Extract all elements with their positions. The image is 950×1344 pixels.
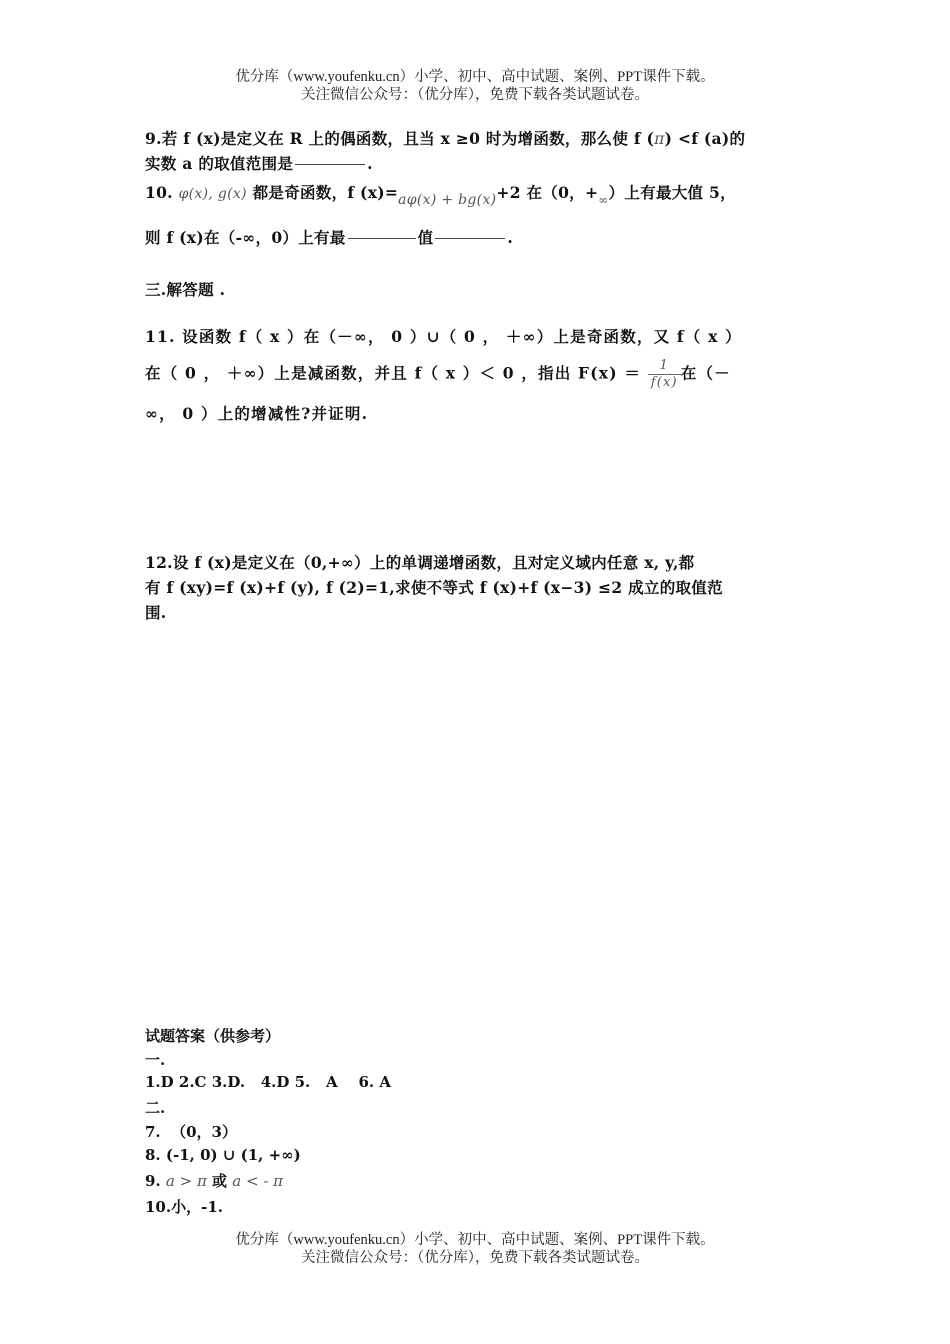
answer-blank — [435, 238, 505, 239]
footer-line-1: 优分库（www.youfenku.cn）小学、初中、高中试题、案例、PPT课件下载。 — [235, 1232, 715, 1248]
question-11-line-1: 11. 设函数 f（ x ）在（－∞， 0 ）∪（ 0 ， ＋∞）上是奇函数，又 f（ x ） — [145, 327, 742, 346]
q10-number: 10. — [145, 183, 173, 202]
q10-text-c: ）上有最大值 5， — [608, 183, 736, 202]
pi-symbol: π — [654, 130, 665, 148]
question-10-line-1 — [145, 181, 736, 208]
question-9-line-2 — [145, 152, 373, 174]
question-12-line-3: 围. — [145, 603, 167, 622]
q9-text-d: . — [367, 154, 373, 173]
answers-part-2: 二. — [145, 1099, 166, 1117]
answer-9-expr-2: a < - π — [232, 1172, 284, 1190]
question-12-line-1: 12.设 f (x)是定义在（0,+∞）上的单调递增函数，且对定义域内任意 x, y,都 — [145, 553, 695, 572]
q9-text-a: 9.若 f (x)是定义在 R 上的偶函数，且当 x ≥0 时为增函数，那么使 f ( — [145, 129, 655, 148]
answer-10: 10.小，-1. — [145, 1198, 223, 1216]
answers-title: 试题答案（供参考） — [145, 1027, 281, 1045]
q10-text-e: 值 — [417, 228, 434, 247]
answer-9-expr-1: a > π — [165, 1172, 207, 1190]
answer-8: 8. (-1, 0) ∪ (1, +∞) — [145, 1146, 301, 1164]
q11-text-b: 在（－ — [680, 363, 731, 383]
question-9-line-1 — [145, 127, 745, 149]
fraction-denominator: f(x) — [650, 375, 678, 390]
answer-blank — [295, 164, 365, 165]
q9-text-b: ) <f (a)的 — [664, 129, 746, 148]
answer-7: 7. （0，3） — [145, 1123, 237, 1141]
q10-expression: aφ(x) + bg(x) — [398, 192, 497, 208]
question-12-line-2: 有 f (xy)=f (x)+f (y), f (2)=1,求使不等式 f (x)+f (x−3) ≤2 成立的取值范 — [145, 578, 723, 597]
answers-part-1: 一. — [145, 1051, 166, 1069]
question-10-line-2 — [145, 226, 513, 248]
q9-text-c: 实数 a 的取值范围是 — [145, 154, 294, 173]
question-11-line-3: ∞， 0 ）上的增减性?并证明. — [145, 404, 369, 423]
fraction — [648, 358, 681, 391]
q10-text-a: 都是奇函数，f (x)= — [252, 183, 399, 202]
q11-text-a: 在（ 0 ， ＋∞）上是减函数，并且 f（ x ）＜ 0 ，指出 F(x) ＝ — [145, 363, 642, 383]
answers-row-1: 1.D 2.C 3.D. 4.D 5. A 6. A — [145, 1073, 391, 1091]
answer-9-number: 9. — [145, 1172, 161, 1190]
q10-text-f: . — [507, 228, 514, 247]
q10-text-b: +2 在（0，+ — [496, 183, 599, 202]
footer-line-2: 关注微信公众号：（优分库），免费下载各类试题试卷。 — [301, 1250, 649, 1266]
header-line-1: 优分库（www.youfenku.cn）小学、初中、高中试题、案例、PPT课件下载。 — [235, 69, 715, 85]
fraction-numerator: 1 — [648, 358, 681, 375]
infinity-symbol: ∞ — [598, 193, 609, 207]
header-line-2: 关注微信公众号：（优分库），免费下载各类试题试卷。 — [301, 87, 649, 103]
section-title: 三.解答题 . — [145, 280, 226, 299]
q10-text-d: 则 f (x)在（-∞，0）上有最 — [145, 228, 346, 247]
q10-functions: φ(x), g(x) — [178, 186, 247, 202]
answer-blank — [348, 238, 416, 239]
answer-9 — [145, 1170, 283, 1191]
answer-9-or: 或 — [212, 1172, 228, 1190]
question-11-line-2 — [145, 358, 731, 391]
